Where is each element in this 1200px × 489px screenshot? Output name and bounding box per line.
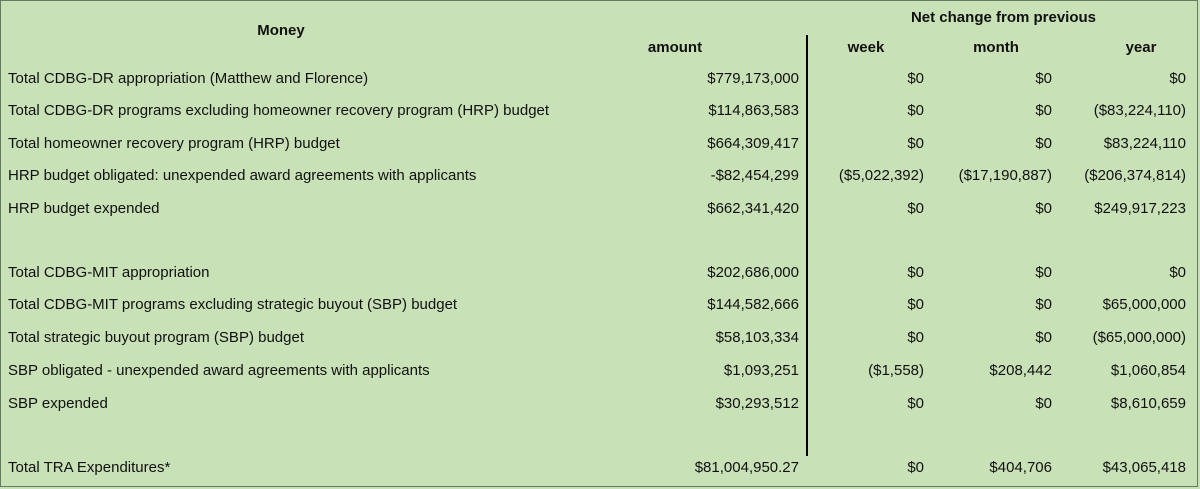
column-header-month: month xyxy=(973,39,1019,56)
year-cell: $1,060,854 xyxy=(1110,362,1186,379)
week-cell: $0 xyxy=(907,200,924,217)
table-title: Money xyxy=(257,22,305,39)
amount-cell: $662,341,420 xyxy=(707,200,799,217)
year-cell: ($206,374,814) xyxy=(1084,167,1186,184)
table-row xyxy=(1,128,1199,160)
row-label: Total homeowner recovery program (HRP) budget xyxy=(8,135,340,152)
row-label: SBP expended xyxy=(8,395,108,412)
year-cell: $65,000,000 xyxy=(1102,296,1186,313)
week-cell: ($5,022,392) xyxy=(838,167,924,184)
table-row xyxy=(1,160,1199,192)
month-cell: $0 xyxy=(1035,264,1052,281)
week-cell: $0 xyxy=(907,264,924,281)
month-cell: $0 xyxy=(1035,395,1052,412)
total-row xyxy=(1,452,1199,484)
table-row xyxy=(1,63,1199,95)
amount-cell: $144,582,666 xyxy=(707,296,799,313)
year-cell: $43,065,418 xyxy=(1102,459,1186,476)
week-cell: $0 xyxy=(907,102,924,119)
amount-cell: $202,686,000 xyxy=(707,264,799,281)
row-label: SBP obligated - unexpended award agreements with applicants xyxy=(8,362,430,379)
month-cell: $404,706 xyxy=(989,459,1052,476)
month-cell: $0 xyxy=(1035,200,1052,217)
table-row xyxy=(1,322,1199,354)
amount-cell: $779,173,000 xyxy=(707,70,799,87)
month-cell: $208,442 xyxy=(989,362,1052,379)
row-label: HRP budget expended xyxy=(8,200,160,217)
year-cell: ($83,224,110) xyxy=(1093,102,1186,119)
month-cell: ($17,190,887) xyxy=(958,167,1052,184)
column-header-amount: amount xyxy=(647,39,703,56)
table-row xyxy=(1,193,1199,225)
table-row xyxy=(1,95,1199,127)
year-cell: $0 xyxy=(1169,70,1186,87)
table-row xyxy=(1,355,1199,387)
amount-cell: $664,309,417 xyxy=(707,135,799,152)
row-label: Total CDBG-DR programs excluding homeowner recovery program (HRP) budget xyxy=(8,102,550,119)
row-label: HRP budget obligated: unexpended award agreements with applicants xyxy=(8,167,477,184)
month-cell: $0 xyxy=(1035,135,1052,152)
amount-cell: -$82,454,299 xyxy=(710,167,799,184)
table-row xyxy=(1,388,1199,420)
row-label: Total strategic buyout program (SBP) budget xyxy=(8,329,304,346)
month-cell: $0 xyxy=(1035,102,1052,119)
week-cell: $0 xyxy=(907,395,924,412)
row-label: Total CDBG-DR appropriation (Matthew and Florence) xyxy=(8,70,369,87)
table-row xyxy=(1,257,1199,289)
row-label: Total TRA Expenditures* xyxy=(8,459,171,476)
year-cell: $83,224,110 xyxy=(1103,135,1186,152)
year-cell: ($65,000,000) xyxy=(1092,329,1186,346)
amount-cell: $114,863,583 xyxy=(708,102,799,119)
month-cell: $0 xyxy=(1035,329,1052,346)
week-cell: $0 xyxy=(907,459,924,476)
amount-cell: $1,093,251 xyxy=(723,362,799,379)
amount-cell: $58,103,334 xyxy=(715,329,799,346)
net-change-header: Net change from previous xyxy=(910,9,1097,26)
year-cell: $0 xyxy=(1169,264,1186,281)
amount-cell: $30,293,512 xyxy=(715,395,799,412)
column-header-week: week xyxy=(847,39,885,56)
row-label: Total CDBG-MIT programs excluding strategic buyout (SBP) budget xyxy=(8,296,458,313)
month-cell: $0 xyxy=(1035,70,1052,87)
week-cell: $0 xyxy=(907,329,924,346)
year-cell: $249,917,223 xyxy=(1094,200,1186,217)
year-cell: $8,610,659 xyxy=(1110,395,1186,412)
row-label: Total CDBG-MIT appropriation xyxy=(8,264,210,281)
week-cell: $0 xyxy=(907,70,924,87)
week-cell: $0 xyxy=(907,296,924,313)
week-cell: ($1,558) xyxy=(868,362,924,379)
week-cell: $0 xyxy=(907,135,924,152)
amount-cell: $81,004,950.27 xyxy=(694,459,799,476)
month-cell: $0 xyxy=(1035,296,1052,313)
table-row xyxy=(1,289,1199,321)
column-header-year: year xyxy=(1125,39,1157,56)
